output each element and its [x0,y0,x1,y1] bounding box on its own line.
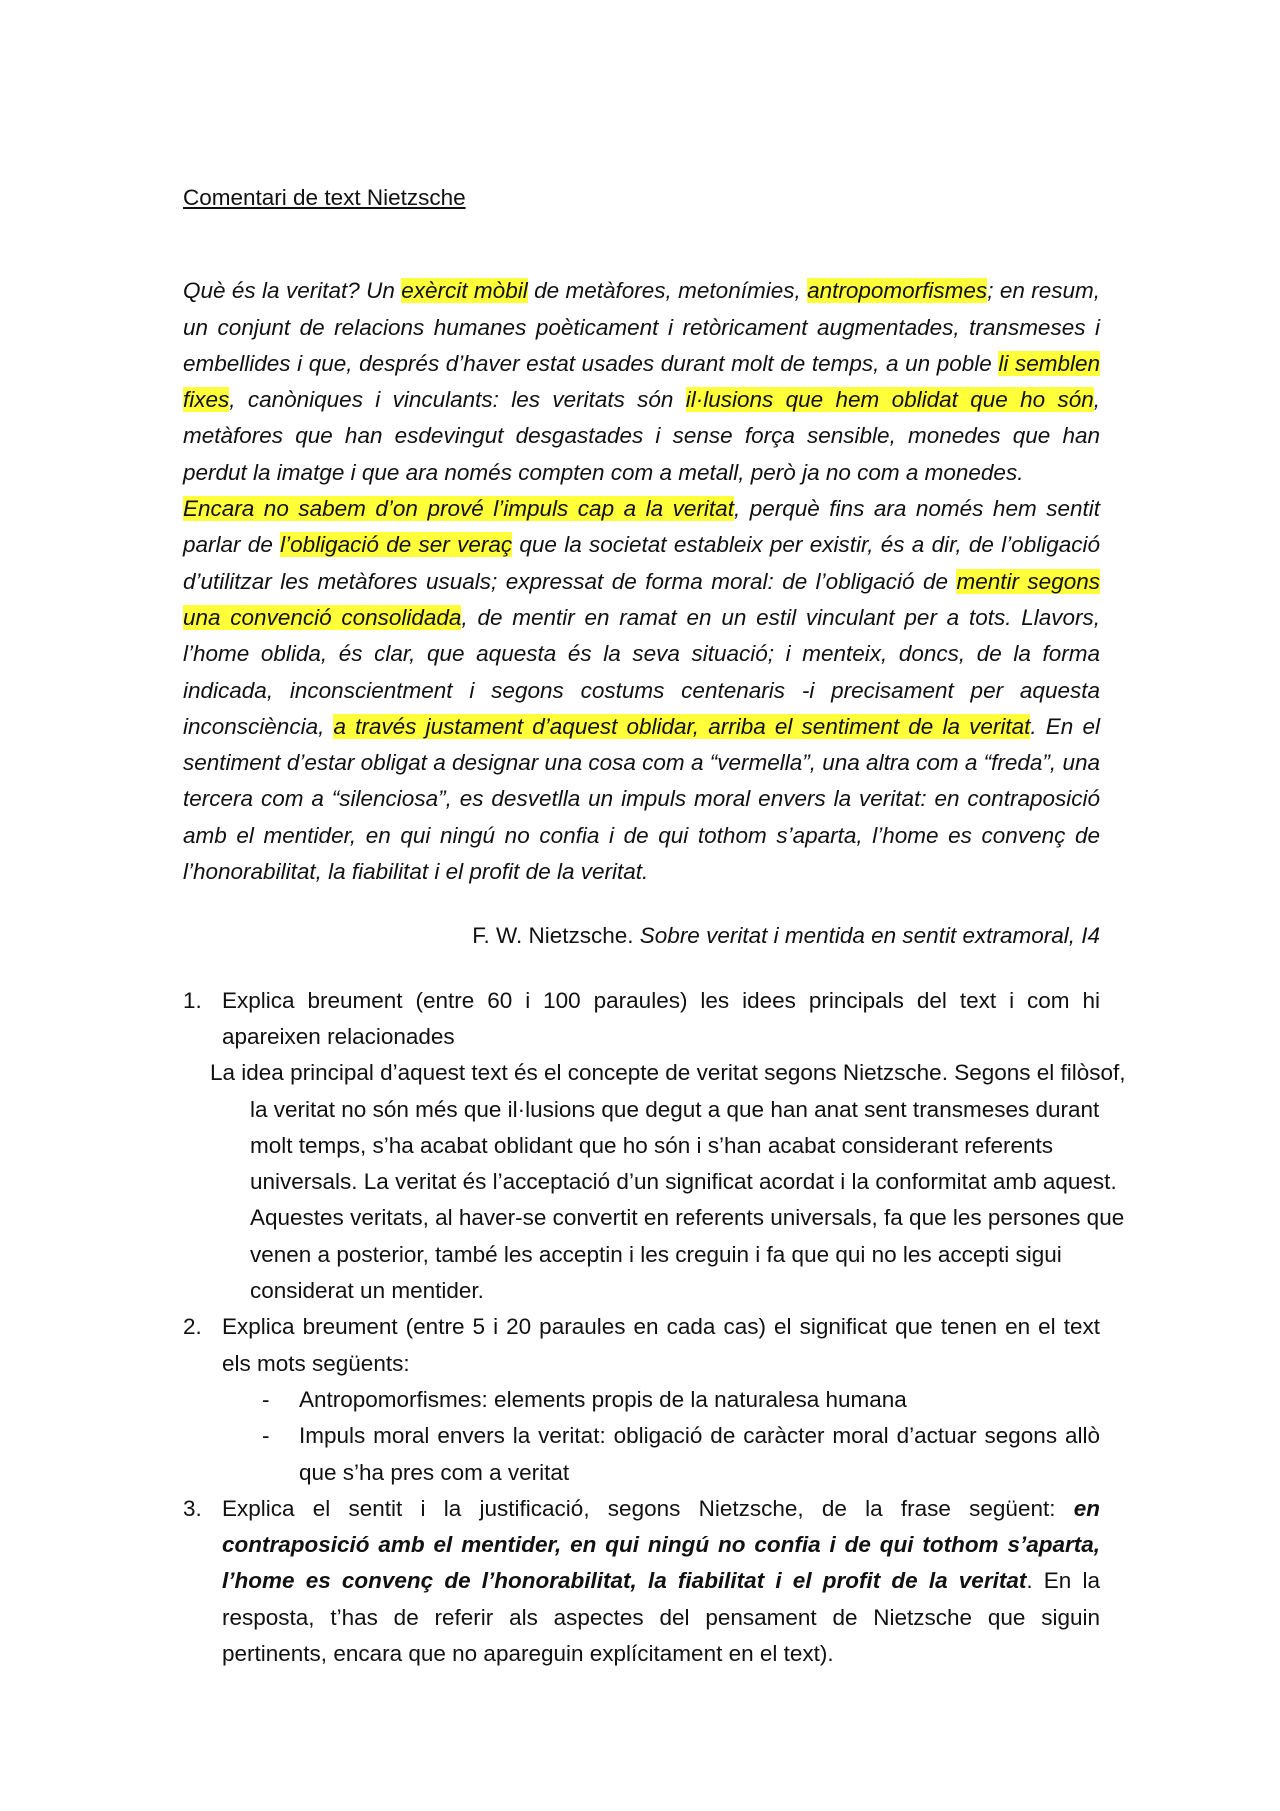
questions-list [183,983,1126,1673]
quote-fragment: , de mentir en ramat en un estil vinculant per a tots. Llavors, l’home oblida, és clar, que aquesta és la seva situació; i menteix, doncs, de la forma indicada, inconscientment i segons costums centenaris -i precisament per aquesta inconsciència, [183,604,1100,739]
highlighted-fragment: mentir segons una convenció consolidada [183,568,1100,630]
quote-fragment: , metàfores que han esdevingut desgastades i sense força sensible, monedes que han perdut la imatge i que ara només compten com a metall, però ja no com a monedes. [183,387,1101,485]
terms-list [222,1382,1100,1491]
document-title: Comentari de text Nietzsche [183,185,466,210]
question-1 [183,983,1126,1310]
quote-fragment: , canòniques i vinculants: les veritats són [229,387,686,413]
question-intro: Explica el sentit i la justificació, segons Nietzsche, de la frase següent: [222,1495,1074,1521]
dash-bullet: - [262,1423,270,1449]
highlighted-fragment: l’obligació de ser veraç [280,532,513,558]
quote-fragment: ; en resum, un conjunt de relacions humanes poèticament i retòricament augmentades, transmeses i embellides i que, després d’haver estat usades durant molt de temps, a un poble [183,278,1100,376]
citation-author: F. W. Nietzsche. [472,923,640,949]
document-content [183,180,1126,1672]
highlighted-fragment: Encara no sabem d’on prové l’impuls cap a la veritat [183,496,734,522]
quote-fragment: de metàfores, metonímies, [527,278,808,304]
term-definition: Antropomorfismes: elements propis de la naturalesa humana [299,1386,907,1412]
question-text: Explica breument (entre 5 i 20 paraules en cada cas) el significat que tenen en el text els mots següents: [222,1314,1100,1376]
quote-paragraph-1 [183,273,1100,491]
quote-fragment: , perquè fins ara només hem sentit parlar de [183,496,1100,558]
question-number: 2. [183,1314,202,1340]
quote-fragment: que la societat estableix per existir, és a dir, de l’obligació d’utilitzar les metàfores usuals; expressat de forma moral: de l’obligació de [183,532,1101,594]
highlighted-fragment: li semblen fixes [183,350,1101,413]
highlighted-fragment: antropomorfismes [807,278,988,304]
question-2 [183,1309,1100,1490]
question-text [222,1491,1100,1672]
question-outro: . En la resposta, t’has de referir als aspectes del pensament de Nietzsche que siguin pertinents, encara que no apareguin explícitament en el text). [222,1568,1100,1666]
question-number: 1. [183,987,202,1013]
quote-citation [183,918,1100,954]
question-number: 3. [183,1495,202,1521]
term-item [262,1418,1100,1491]
highlighted-fragment: exèrcit mòbil [401,278,528,304]
question-3 [183,1491,1100,1672]
quote-paragraph-2 [183,491,1100,890]
quoted-phrase: en contraposició amb el mentider, en qui ningú no confia i de qui tothom s’aparta, l’home es convenç de l’honorabilitat, la fiabilitat i el profit de la veritat [222,1495,1100,1594]
highlighted-fragment: il·lusions que hem oblidat que ho són [685,387,1094,413]
quote-fragment: Què és la veritat? Un [183,278,402,304]
question-text: Explica breument (entre 60 i 100 paraules) les idees principals del text i com hi apareixen relacionades [222,987,1100,1049]
term-item [262,1382,1100,1418]
quote-fragment: . En el sentiment d’estar obligat a designar una cosa com a “vermella”, una altra com a “freda”, una tercera com a “silenciosa”, es desvetlla un impuls moral envers la veritat: en contraposició amb el mentider, en qui ningú no confia i de qui tothom s’aparta, l’home es convenç de l’honorabilitat, la fiabilitat i el profit de la veritat. [183,713,1100,885]
highlighted-fragment: a través justament d’aquest oblidar, arriba el sentiment de la veritat [333,713,1031,739]
answer-1: La idea principal d’aquest text és el concepte de veritat segons Nietzsche. Segons el filòsof, la veritat no són més que il·lusions que degut a que han anat sent transmeses durant molt temps, s’ha acabat oblidant que ho són i s’han acabat considerant referents universals. La veritat és l’acceptació d’un significat acordat i la conformitat amb aquest. Aquestes veritats, al haver-se convertit en referents universals, fa que les persones que venen a posterior, també les acceptin i les creguin i fa que qui no les accepti sigui considerat un mentider. [210,1060,1126,1304]
dash-bullet: - [262,1386,270,1412]
nietzsche-quote [183,273,1100,890]
term-definition: Impuls moral envers la veritat: obligació de caràcter moral d’actuar segons allò que s’ha pres com a veritat [299,1423,1100,1485]
citation-work: Sobre veritat i mentida en sentit extramoral, I4 [639,923,1100,949]
